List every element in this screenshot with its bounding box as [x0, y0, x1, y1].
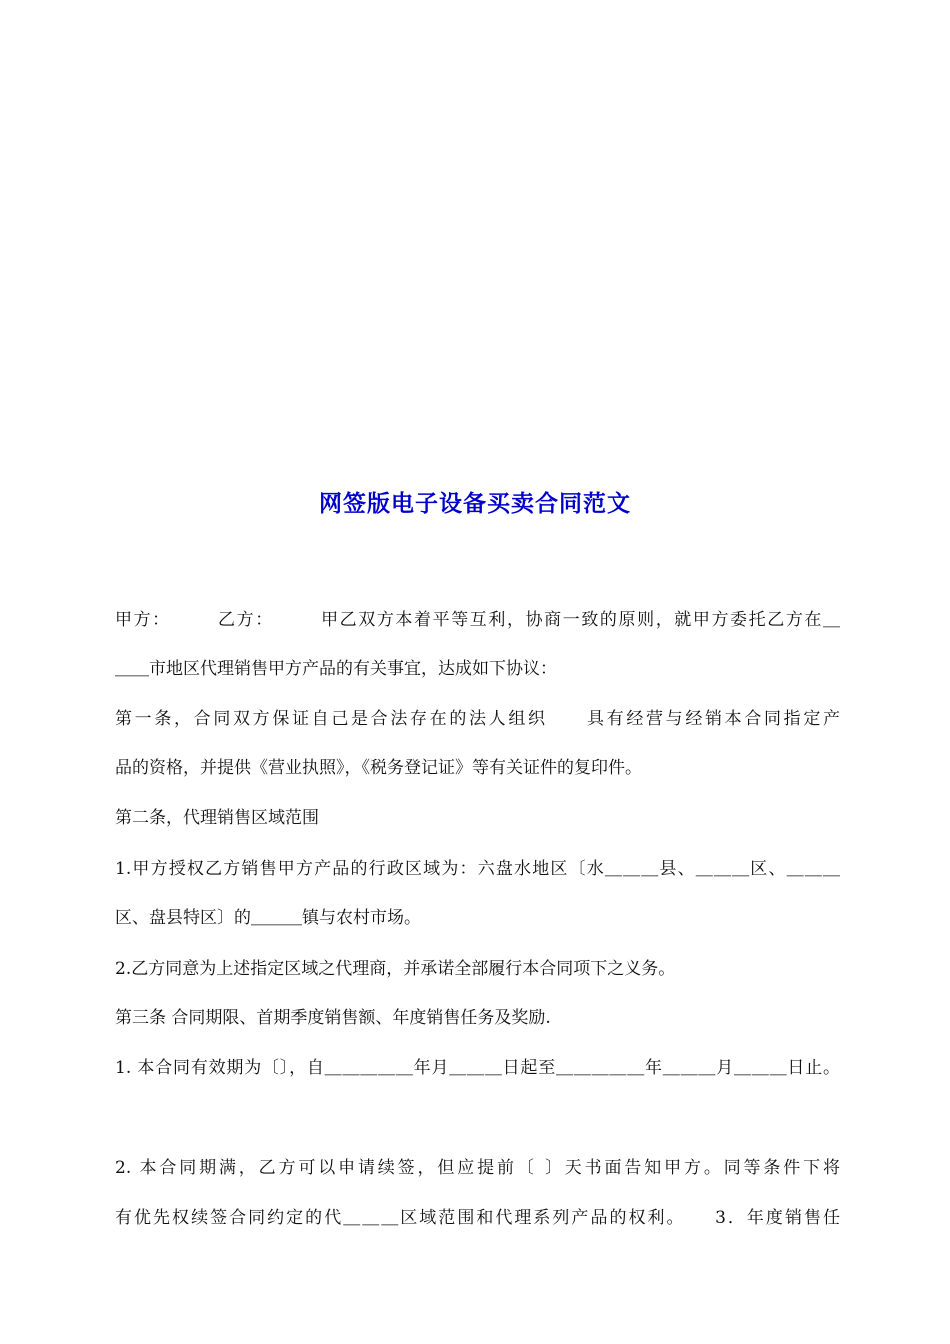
document-title: 网签版电子设备买卖合同范文 [319, 491, 631, 517]
body-line-6: 1.甲方授权乙方销售甲方产品的行政区域为：六盘水地区〔水＿＿＿县、＿＿＿区、＿＿＿ [115, 859, 840, 879]
body-line-4: 品的资格，并提供《营业执照》，《税务登记证》等有关证件的复印件。 [115, 758, 642, 778]
body-line-10: 1. 本合同有效期为〔〕，自＿＿＿＿＿年月＿＿＿日起至＿＿＿＿＿年＿＿＿月＿＿＿日止。 [115, 1058, 840, 1078]
body-line-1: 甲方： 乙方： 甲乙双方本着平等互利，协商一致的原则，就甲方委托乙方在＿ [115, 610, 840, 630]
body-line-2: ＿＿市地区代理销售甲方产品的有关事宜，达成如下协议： [115, 659, 557, 679]
body-line-5: 第二条，代理销售区域范围 [115, 808, 319, 828]
body-line-7: 区、盘县特区〕的＿＿＿镇与农村市场。 [115, 908, 421, 928]
body-line-8: 2.乙方同意为上述指定区域之代理商，并承诺全部履行本合同项下之义务。 [115, 959, 676, 979]
body-line-9: 第三条 合同期限、首期季度销售额、年度销售任务及奖励. [115, 1008, 551, 1028]
body-line-3: 第一条，合同双方保证自己是合法存在的法人组织 具有经营与经销本合同指定产 [115, 709, 840, 729]
body-line-12: 有优先权续签合同约定的代＿＿＿区域范围和代理系列产品的权利。 3．年度销售任 [115, 1208, 840, 1228]
body-line-11: 2. 本合同期满，乙方可以申请续签，但应提前〔 〕天书面告知甲方。同等条件下将 [115, 1158, 840, 1178]
